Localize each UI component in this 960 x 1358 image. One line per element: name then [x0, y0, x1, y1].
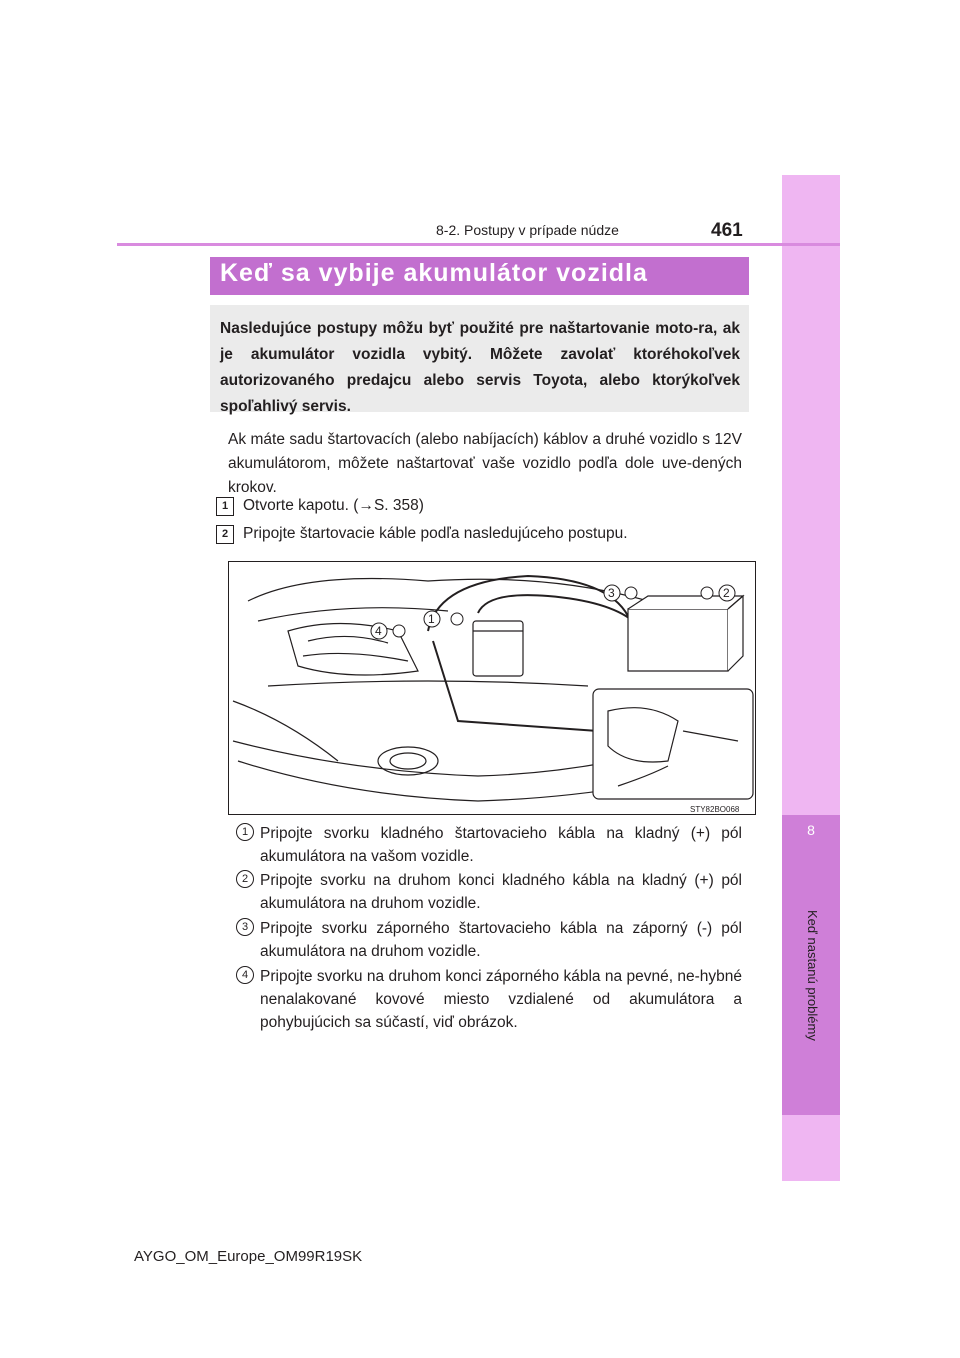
- page-title: Keď sa vybije akumulátor vozidla: [220, 259, 648, 287]
- step-number-2: 2: [216, 525, 234, 544]
- body-paragraph: Ak máte sadu štartovacích (alebo nabíjacích) káblov a druhé vozidlo s 12V akumulátorom, môžete naštartovať vaše vozidlo podľa dole uve-dených krokov.: [228, 431, 742, 496]
- jump-start-illustration: [228, 561, 756, 815]
- item-text-1: Pripojte svorku kladného štartovacieho kábla na kladný (+) pól akumulátora na vašom vozidle.: [260, 825, 742, 865]
- item-text-4: Pripojte svorku na druhom konci záporného kábla na pevné, ne-hybné nenalakované kovové miesto vzdialené od akumulátora a pohybujúcich sa súčastí, viď obrázok.: [260, 968, 742, 1031]
- item-text-2: Pripojte svorku na druhom konci kladného kábla na kladný (+) pól akumulátora na druhom vozidle.: [260, 872, 742, 912]
- instruction-item-3: [236, 917, 742, 963]
- instruction-item-4: [236, 965, 742, 1034]
- section-title: 8-2. Postupy v prípade núdze: [436, 222, 619, 238]
- callout-1: 1: [428, 612, 435, 626]
- instruction-item-1: [236, 822, 742, 868]
- chapter-number: 8: [807, 822, 815, 838]
- item-number-2: 2: [236, 870, 254, 888]
- footer-code: AYGO_OM_Europe_OM99R19SK: [134, 1248, 363, 1265]
- item-text-3: Pripojte svorku záporného štartovacieho kábla na záporný (-) pól akumulátora na druhom vozidle.: [260, 920, 742, 960]
- battery-drawing: [628, 596, 743, 671]
- step-number-1: 1: [216, 497, 234, 516]
- header-rule: [117, 243, 840, 246]
- ground-point-inset: [593, 689, 753, 799]
- instruction-item-2: [236, 869, 742, 915]
- item-number-4: 4: [236, 966, 254, 984]
- callout-3: 3: [608, 586, 615, 600]
- page-number: 461: [711, 220, 743, 241]
- callout-4: 4: [375, 624, 382, 638]
- chapter-title-vertical: Keď nastanú problémy: [805, 910, 820, 1041]
- step-text-2: Pripojte štartovacie káble podľa nasledujúceho postupu.: [243, 525, 628, 542]
- item-number-1: 1: [236, 823, 254, 841]
- figure-code: STY82BO068: [690, 805, 740, 814]
- step-text-1: Otvorte kapotu. (→S. 358): [243, 497, 424, 514]
- callout-2: 2: [723, 586, 730, 600]
- item-number-3: 3: [236, 918, 254, 936]
- intro-text: Nasledujúce postupy môžu byť použité pre naštartovanie moto-ra, ak je akumulátor vozidla vybitý. Môžete zavolať ktoréhokoľvek autorizovaného predajcu alebo servis Toyota, alebo ktorýkoľvek spoľahlivý servis.: [220, 320, 740, 415]
